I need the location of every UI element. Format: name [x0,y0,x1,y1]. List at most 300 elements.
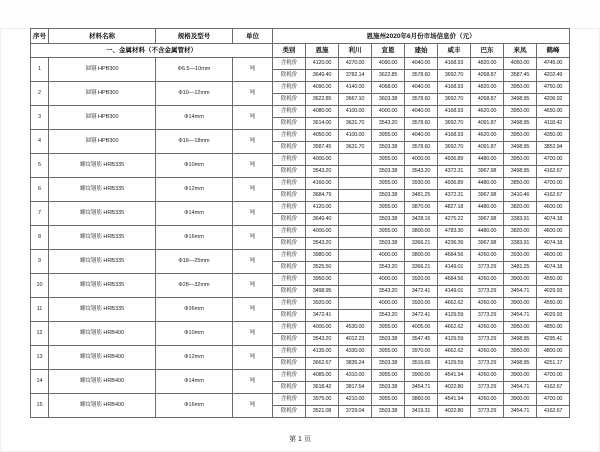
price-cell-incl: 3955.00 [372,394,405,406]
row-number: 15 [31,394,49,418]
price-cell-incl: 4168.93 [438,106,471,118]
material-spec: Φ10mm [156,154,233,178]
price-cell-incl: 3900.00 [504,274,537,286]
price-cell-incl: 3970.00 [405,346,438,358]
header-col-name: 材料名称 [49,29,156,44]
price-cell-incl: 3820.00 [504,202,537,214]
price-cell-incl: 4000.00 [372,298,405,310]
tax-category-incl: 含税价 [273,274,306,286]
price-cell-excl: 3503.38 [372,334,405,346]
material-unit: 吨 [233,106,273,130]
material-unit: 吨 [233,226,273,250]
material-spec: Φ12mm [156,178,233,202]
price-cell-incl: 4000.00 [372,250,405,262]
price-cell-excl: 3498.95 [306,286,339,298]
tax-category-incl: 含税价 [273,250,306,262]
material-row-incl [31,58,570,70]
price-cell-incl: 3820.00 [504,226,537,238]
header-col-no: 序号 [31,29,49,44]
price-cell-incl: 4050.00 [504,58,537,70]
material-unit: 吨 [233,154,273,178]
price-cell-excl: 3614.00 [306,118,339,130]
price-cell-incl: 3955.00 [372,202,405,214]
price-cell-incl: 4700.00 [537,394,570,406]
header-col-spec: 规格及型号 [156,29,233,44]
price-cell-excl: 3684.79 [306,190,339,202]
tax-category-incl: 含税价 [273,226,306,238]
row-number: 5 [31,154,49,178]
material-unit: 吨 [233,322,273,346]
price-cell-excl: 3498.95 [504,142,537,154]
material-unit: 吨 [233,370,273,394]
material-name: 螺纹钢筋 HRB335 [49,274,156,298]
price-cell-excl: 3503.38 [372,190,405,202]
tax-category-incl: 含税价 [273,202,306,214]
tax-category-incl: 含税价 [273,106,306,118]
price-cell-incl [339,202,372,214]
material-row-incl [31,274,570,286]
document-page [0,28,600,452]
price-cell-incl: 4040.00 [405,58,438,70]
price-cell-incl: 3955.00 [372,178,405,190]
price-cell-excl: 3692.70 [438,94,471,106]
price-cell-excl: 3835.24 [339,358,372,370]
price-cell-incl: 3950.00 [306,274,339,286]
price-cell-incl: 3930.00 [504,250,537,262]
price-cell-excl: 4074.18 [537,262,570,274]
price-cell-incl [339,250,372,262]
price-cell-excl: 3503.38 [372,238,405,250]
price-cell-incl: 4650.00 [537,106,570,118]
price-cell-incl: 4260.00 [471,346,504,358]
price-cell-incl: 4120.00 [306,58,339,70]
material-unit: 吨 [233,298,273,322]
price-cell-excl: 3498.95 [504,358,537,370]
price-cell-incl: 4260.00 [471,298,504,310]
price-cell-incl: 3950.00 [504,346,537,358]
price-cell-incl: 4210.00 [339,394,372,406]
price-cell-excl: 3631.70 [339,142,372,154]
price-cell-excl: 3667.10 [339,94,372,106]
price-cell-incl: 4827.18 [438,202,471,214]
material-name: 螺纹钢筋 HRB400 [49,322,156,346]
price-cell-incl: 4085.00 [306,370,339,382]
price-cell-excl: 3503.38 [372,358,405,370]
material-name: 螺纹钢筋 HRB335 [49,226,156,250]
material-spec: Φ10—12mm [156,82,233,106]
material-spec: Φ16—18mm [156,130,233,154]
tax-category-excl: 除税价 [273,406,306,418]
price-cell-incl: 4040.00 [405,130,438,142]
material-unit: 吨 [233,58,273,82]
price-cell-incl: 3920.00 [405,298,438,310]
price-cell-excl: 3967.98 [471,238,504,250]
price-cell-incl: 4260.00 [471,370,504,382]
row-number: 10 [31,274,49,298]
price-cell-excl: 3516.65 [405,358,438,370]
material-row-incl [31,106,570,118]
price-cell-incl: 4080.00 [306,106,339,118]
price-cell-excl: 3773.29 [471,310,504,322]
price-cell-incl: 4936.89 [438,154,471,166]
price-cell-incl: 4160.00 [306,178,339,190]
row-number: 11 [31,298,49,322]
material-row-incl [31,82,570,94]
price-cell-excl: 3366.21 [405,262,438,274]
price-cell-excl: 3503.38 [372,166,405,178]
price-cell-incl: 4000.00 [306,322,339,334]
price-cell-excl: 3503.38 [372,406,405,418]
price-cell-excl: 3498.95 [504,94,537,106]
material-unit: 吨 [233,346,273,370]
price-cell-incl: 4050.00 [306,130,339,142]
header-region: 巴东 [471,44,504,58]
tax-category-incl: 含税价 [273,154,306,166]
price-cell-incl: 3955.00 [372,226,405,238]
price-cell-excl: 4268.87 [471,94,504,106]
price-cell-excl: 4162.67 [537,406,570,418]
price-cell-excl: 3773.29 [471,382,504,394]
material-name: 螺纹钢筋 HRB400 [49,370,156,394]
price-cell-excl: 4206.92 [537,94,570,106]
material-name: 圆钢 HPB300 [49,106,156,130]
page-number: 第 1 页 [289,436,311,443]
row-number: 12 [31,322,49,346]
row-number: 9 [31,250,49,274]
material-name: 螺纹钢筋 HRB335 [49,298,156,322]
price-cell-excl: 3543.20 [372,310,405,322]
header-region: 鹤峰 [537,44,570,58]
price-cell-incl [339,226,372,238]
material-spec: Φ14mm [156,202,233,226]
tax-category-excl: 除税价 [273,70,306,82]
price-cell-excl: 3618.42 [306,382,339,394]
price-cell-incl: 3800.00 [405,226,438,238]
price-cell-excl: 3481.25 [405,190,438,202]
tax-category-incl: 含税价 [273,130,306,142]
price-cell-excl: 3454.71 [504,406,537,418]
price-cell-excl: 3383.91 [504,238,537,250]
material-row-incl [31,178,570,190]
price-cell-excl: 3782.14 [339,70,372,82]
price-cell-excl: 4162.67 [537,190,570,202]
price-cell-incl [339,154,372,166]
price-cell-incl: 4168.93 [438,58,471,70]
price-cell-incl: 4480.00 [471,154,504,166]
price-cell-excl: 3547.45 [405,334,438,346]
tax-category-incl: 含税价 [273,82,306,94]
price-cell-incl: 4662.62 [438,322,471,334]
price-cell-excl: 3521.08 [306,406,339,418]
tax-category-incl: 含税价 [273,58,306,70]
price-cell-excl: 3503.38 [372,214,405,226]
tax-category-excl: 除税价 [273,166,306,178]
price-cell-excl: 3729.04 [339,406,372,418]
material-row-incl [31,346,570,358]
header-col-unit: 单位 [233,29,273,44]
price-cell-excl: 3454.71 [504,382,537,394]
price-cell-excl: 4129.59 [438,310,471,322]
price-cell-excl: 4022.80 [438,382,471,394]
price-cell-excl: 4372.31 [438,166,471,178]
material-row-incl [31,202,570,214]
price-cell-incl: 3930.00 [405,178,438,190]
price-cell-incl: 3955.00 [372,346,405,358]
material-spec: Φ12mm [156,346,233,370]
price-cell-excl: 3649.40 [306,70,339,82]
price-cell-excl: 3622.85 [372,70,405,82]
price-cell-excl: 3366.21 [405,238,438,250]
price-cell-incl: 3980.00 [306,250,339,262]
price-cell-incl: 4000.00 [372,274,405,286]
price-cell-excl: 4162.67 [537,382,570,394]
price-cell-excl: 3543.20 [306,334,339,346]
price-cell-excl: 3472.41 [306,310,339,322]
tax-category-excl: 除税价 [273,334,306,346]
price-cell-excl: 3525.50 [306,262,339,274]
material-name: 圆钢 HPB300 [49,130,156,154]
material-row-incl [31,322,570,334]
tax-category-excl: 除税价 [273,286,306,298]
price-cell-incl: 4168.93 [438,130,471,142]
price-cell-excl: 3578.60 [405,70,438,82]
price-cell-incl: 4662.62 [438,346,471,358]
row-number: 8 [31,226,49,250]
price-cell-incl: 4684.56 [438,274,471,286]
price-cell-excl: 4091.87 [471,142,504,154]
price-cell-excl: 4251.17 [537,358,570,370]
material-spec: Φ16mm [156,226,233,250]
material-row-incl [31,250,570,262]
price-cell-excl: 3481.25 [504,262,537,274]
material-spec: Φ14mm [156,370,233,394]
material-row-incl [31,226,570,238]
material-name: 螺纹钢筋 HRB400 [49,394,156,418]
price-cell-incl: 4000.00 [372,106,405,118]
price-cell-incl: 4530.00 [339,322,372,334]
price-cell-excl: 4268.87 [471,70,504,82]
price-cell-excl: 3454.71 [405,382,438,394]
price-cell-excl: 3543.20 [372,262,405,274]
price-cell-incl [339,274,372,286]
material-name: 螺纹钢筋 HRB335 [49,154,156,178]
price-cell-incl: 4120.00 [306,202,339,214]
price-cell-excl: 4275.22 [438,214,471,226]
price-cell-incl: 4068.00 [372,82,405,94]
price-cell-incl: 3955.00 [372,130,405,142]
price-cell-incl: 4040.00 [405,82,438,94]
price-cell-excl: 3428.16 [405,214,438,226]
price-cell-incl: 4480.00 [471,202,504,214]
header-region: 恩施 [306,44,339,58]
price-cell-incl: 4480.00 [471,178,504,190]
price-cell-excl: 3692.70 [438,142,471,154]
material-name: 螺纹钢筋 HRB335 [49,250,156,274]
row-number: 2 [31,82,49,106]
price-cell-excl [339,286,372,298]
price-cell-excl [339,190,372,202]
price-cell-excl: 3773.29 [471,334,504,346]
material-unit: 吨 [233,202,273,226]
row-number: 13 [31,346,49,370]
price-cell-incl: 4135.00 [306,346,339,358]
material-unit: 吨 [233,274,273,298]
material-spec: Φ18—25mm [156,250,233,274]
price-cell-incl: 3955.00 [372,322,405,334]
price-cell-incl: 3900.00 [504,370,537,382]
section-title: 一、金属材料（不含金属管材） [31,44,273,58]
price-cell-excl: 3967.98 [471,214,504,226]
tax-category-excl: 除税价 [273,118,306,130]
material-unit: 吨 [233,394,273,418]
price-cell-excl [339,262,372,274]
price-cell-incl: 4700.00 [537,370,570,382]
price-cell-incl: 4168.93 [438,82,471,94]
price-cell-incl: 4783.30 [438,226,471,238]
material-name: 螺纹钢筋 HRB335 [49,202,156,226]
header-region: 建始 [405,44,438,58]
price-cell-excl: 3543.20 [306,238,339,250]
price-cell-incl: 3800.00 [405,250,438,262]
price-cell-incl: 4620.00 [471,130,504,142]
price-cell-excl: 3578.60 [405,118,438,130]
price-cell-incl: 4850.00 [537,322,570,334]
price-cell-excl: 3472.41 [405,310,438,322]
price-cell-incl: 3950.00 [504,106,537,118]
price-cell-incl: 4270.00 [339,58,372,70]
price-cell-excl: 4118.42 [537,118,570,130]
price-cell-incl: 4750.00 [537,82,570,94]
material-spec: Φ10mm [156,322,233,346]
price-cell-excl: 4202.49 [537,70,570,82]
price-cell-excl: 3967.98 [471,190,504,202]
material-row-incl [31,154,570,166]
price-cell-excl: 4012.23 [339,334,372,346]
price-cell-incl: 4000.00 [306,154,339,166]
price-cell-incl: 4800.00 [537,346,570,358]
price-cell-incl: 4550.00 [537,274,570,286]
price-cell-incl: 3955.00 [372,154,405,166]
price-cell-incl: 3975.00 [306,394,339,406]
tax-category-excl: 除税价 [273,142,306,154]
price-cell-incl: 4260.00 [471,250,504,262]
price-cell-incl: 4550.00 [537,298,570,310]
price-cell-excl: 3773.29 [471,406,504,418]
price-cell-incl: 4700.00 [537,178,570,190]
price-cell-excl: 3622.85 [306,94,339,106]
material-spec: Φ36mm [156,298,233,322]
price-cell-excl: 3410.46 [504,190,537,202]
price-cell-excl: 3817.54 [339,382,372,394]
header-region: 咸丰 [438,44,471,58]
tax-category-incl: 含税价 [273,178,306,190]
price-cell-incl: 4100.00 [339,106,372,118]
price-cell-excl: 3503.38 [372,142,405,154]
price-cell-incl: 4480.00 [471,226,504,238]
material-name: 螺纹钢筋 HRB400 [49,346,156,370]
price-cell-incl: 3860.00 [405,394,438,406]
price-cell-incl: 3870.00 [405,202,438,214]
price-cell-excl: 3578.60 [405,142,438,154]
price-cell-incl: 4260.00 [471,322,504,334]
price-cell-excl: 3631.70 [339,118,372,130]
material-unit: 吨 [233,82,273,106]
price-cell-excl: 3498.95 [504,118,537,130]
tax-category-excl: 除税价 [273,382,306,394]
price-cell-excl: 3543.20 [372,286,405,298]
price-cell-excl: 4149.01 [438,262,471,274]
price-cell-excl: 3692.70 [438,70,471,82]
price-cell-excl: 4129.59 [438,358,471,370]
price-cell-excl: 3967.98 [471,166,504,178]
price-cell-excl: 3662.67 [306,358,339,370]
price-cell-incl: 4090.00 [372,58,405,70]
price-cell-incl: 3900.00 [504,298,537,310]
price-cell-incl: 4350.00 [537,130,570,142]
price-cell-incl: 3955.00 [372,370,405,382]
price-cell-excl [339,214,372,226]
price-cell-excl: 4149.01 [438,286,471,298]
tax-category-incl: 含税价 [273,346,306,358]
price-cell-excl: 4022.80 [438,406,471,418]
price-cell-excl: 3498.95 [504,166,537,178]
price-cell-incl: 3950.00 [504,154,537,166]
price-cell-incl: 4000.00 [306,226,339,238]
row-number: 6 [31,178,49,202]
price-cell-incl: 4140.00 [339,82,372,94]
price-cell-incl: 3950.00 [504,322,537,334]
price-cell-excl: 4129.59 [438,334,471,346]
price-cell-incl: 4820.00 [471,82,504,94]
price-cell-excl: 3692.70 [438,118,471,130]
price-cell-incl: 4260.00 [471,394,504,406]
price-cell-excl: 3587.45 [306,142,339,154]
price-cell-incl: 3920.00 [306,298,339,310]
material-unit: 吨 [233,178,273,202]
price-cell-incl: 4260.00 [471,274,504,286]
price-cell-excl: 3578.60 [405,94,438,106]
header-region: 宣恩 [372,44,405,58]
price-cell-incl: 4620.00 [471,106,504,118]
row-number: 4 [31,130,49,154]
price-cell-incl: 4600.00 [537,250,570,262]
price-cell-incl [339,298,372,310]
price-cell-excl: 3498.95 [504,334,537,346]
price-cell-excl: 4074.18 [537,238,570,250]
price-cell-excl [339,166,372,178]
price-cell-excl: 4029.93 [537,286,570,298]
price-cell-incl: 4040.00 [405,106,438,118]
header-region: 利川 [339,44,372,58]
price-cell-excl: 3454.71 [504,286,537,298]
row-number: 7 [31,202,49,226]
price-cell-incl: 4541.94 [438,370,471,382]
price-cell-excl: 3649.40 [306,214,339,226]
price-cell-incl [339,178,372,190]
price-cell-incl: 4000.00 [405,154,438,166]
material-unit: 吨 [233,130,273,154]
price-cell-incl: 4100.00 [339,130,372,142]
material-row-incl [31,370,570,382]
header-price-title: 恩施州2020年6月份市场信息价（元） [273,29,570,44]
tax-category-excl: 除税价 [273,310,306,322]
material-row-incl [31,298,570,310]
price-cell-incl: 3900.00 [405,370,438,382]
tax-category-excl: 除税价 [273,358,306,370]
row-number: 1 [31,58,49,82]
row-number: 3 [31,106,49,130]
price-cell-incl: 4330.00 [339,346,372,358]
